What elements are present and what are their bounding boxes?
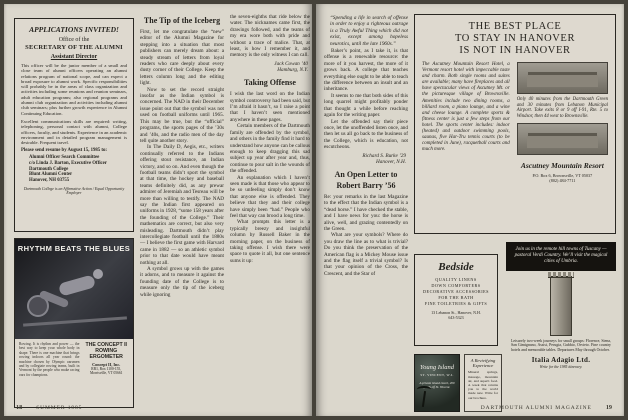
italia-adagio-logo: Italia Adagio Ltd.: [531, 356, 591, 364]
right-page-footer: [481, 404, 612, 411]
rowing-ad-product-block: [83, 342, 129, 377]
rowing-ad: [14, 238, 134, 408]
italia-ad-tagline: Write for the 1985 itinerary.: [539, 365, 583, 369]
bedside-phone: 643-5323: [448, 315, 464, 320]
italia-ad-headline: Join us in the remote hill towns of Tuscany — pastoral Verdi Country. We’ll visit the magical cities of Umbria.: [506, 242, 616, 271]
letter-paragraph: Re: your remarks in the last Magazine to the effect that the Indian symbol is a “dead horse.” I have checked the stable, and I have news for you: the horse is alive, well, and grazing contentedly on the Green.: [324, 193, 408, 232]
job-address-line: Blunt Alumni Center: [29, 172, 73, 178]
job-address-line: Hanover, NH 03755: [29, 177, 70, 183]
letter-paragraph: In The Daily D, Aegis, etc., writers continually referred to the Indians offering stout resistance, an Indian victory, and so on. And even though the football teams didn’t sport the symbol at that time, the hockey and baseball teams definitely did, as any prewar admirer of Jeremiah and Tesreau will be more than willing to testify. The NAD say the Indian first appeared on uniforms in 1928, “some 158 years after the founding of the College.” Their mathematics are correct, but also very misleading. Dartmouth didn’t play intercollegiate football until the 1880s — I believe the first game with Harvard came in 1882 — so an athletic symbol prior to that date would have meant nothing at all.: [140, 144, 224, 266]
palm-icon: [422, 391, 426, 407]
letter-signature: [230, 61, 308, 73]
letter-title-open-letter-line1: An Open Letter to: [334, 169, 398, 179]
magazine-label: DARTMOUTH ALUMNI MAGAZINE: [480, 405, 592, 411]
rowing-ad-text: [15, 339, 133, 380]
job-address-line: Dartmouth College: [29, 166, 69, 172]
job-ad-office-line2: SECRETARY OF THE ALUMNI: [25, 44, 123, 51]
tower-illustration: [550, 276, 572, 336]
young-island-tagline: A private island resort, 200 yards off St. Vincent.: [419, 381, 455, 389]
young-island-location: ST. VINCENT, W.I.: [420, 373, 454, 377]
rowing-ad-company: Concept II, Inc.: [92, 362, 121, 367]
job-ad-deadline: Please send resume by August 15, 1985 to:: [21, 148, 107, 154]
signature-name: Jack Cowan ’40: [274, 60, 308, 67]
letter-paragraph: Let the offended say their piece once, let the unoffended listen once, and then let us all go back to the business of the College, which is education, not escutcheons.: [324, 118, 408, 151]
bedside-linens-ad: [414, 254, 498, 346]
letter-paragraph: Certain members of the Dartmouth family are offended by the symbol, and others in the family find it hard to understand how anyone can be callous enough to keep dragging this sad subject up year after year and, thus, continue to pour salt in the wounds of the offended.: [230, 123, 310, 175]
bedside-line: FOR THE BATH: [438, 295, 474, 300]
letter-paragraph: It seems to me that both sides of this long quarrel might profitably ponder that thought a while before reaching again for the writing paper.: [324, 92, 408, 119]
rowing-ad-headline: RHYTHM BEATS THE BLUES: [17, 244, 131, 253]
issue-label: SUMMER 1985: [36, 405, 83, 411]
bedside-line: QUALITY LINENS: [435, 277, 477, 282]
letter-paragraph: Now to set the record straight insofar as the Indian symbol is concerned. The NAD in their December issue point out that the symbol was not used on football uniforms until 1965. This may be true, but the “official” programs, the sports pages of the ’30s and ’40s, and the radio men of the day tell quite another story.: [140, 86, 224, 144]
job-ad: [14, 18, 134, 232]
headline-line: TO STAY IN HANOVER: [454, 33, 576, 44]
bedside-line: FINE TOILETRIES & GIFTS: [424, 301, 488, 306]
tower-illustration-wrap: [506, 271, 616, 339]
letter-paragraph: What prompts this letter is a typically breezy and insightful column by Russell Baker in the morning paper, on the business of taking offense. I wish there were space to quote it all, but one sentence sums it up:: [230, 219, 310, 264]
ascutney-ad-right-column: [517, 62, 608, 183]
ascutney-logo: Ascutney Mountain Resort: [520, 160, 604, 170]
revivifying-ad-body: Mineral springs, massage, mountain air, and superb food. A week that returns you to the world made new. Write for our brochure.: [468, 370, 498, 400]
resort-photo-2: [517, 123, 608, 155]
rower-silhouette: [93, 269, 103, 279]
ascutney-ad-headline: [422, 21, 608, 57]
job-ad-position: Assistant Director: [50, 54, 98, 60]
italia-adagio-ad: [506, 242, 616, 412]
left-page: [4, 4, 312, 416]
job-address-line: Alumni Officer Search Committee: [29, 155, 100, 161]
letter-paragraph: An explanation which I haven’t seen made is that those who appear to be so unfeeling simply don’t know that anyone else is offended. They believe that they and their college have simply been “had.” People who feel that way can brood a long time.: [230, 174, 310, 219]
rower-silhouette: [58, 274, 96, 296]
right-page: [316, 4, 624, 416]
bedside-logo: Bedside: [438, 261, 474, 273]
signature-place: Hamburg, N.Y.: [277, 67, 308, 74]
ascutney-address: [517, 173, 608, 183]
young-island-ad: [414, 354, 460, 412]
bedside-line: DOWN COMFORTERS: [431, 283, 481, 288]
young-island-logo: Young Island: [420, 364, 454, 371]
rowing-ad-product: THE CONCEPT II ROWING ERGOMETER: [85, 342, 127, 360]
letters-column-2: [230, 14, 310, 410]
job-ad-eoe-note: Dartmouth College is an Affirmative Action / Equal Opportunity Employer: [23, 187, 125, 196]
letter-quote: “Spending a life in search of offense in order to enjoy a righteous outrage is a Truly Awful Thing which did not exist, except among hopeless neurotics, until the late 1960s.”: [330, 15, 408, 47]
ascutney-ad-copy: The Ascutney Mountain Resort Hotel, a Vermont resort hotel with impeccable taste and charm. Both single rooms and suites are available; many have fireplaces and all have spectacular views of Ascutney Mt. or the picturesque village of Brownsville. Amenities include two dining rooms, a billiard room, a piano lounge, and a wine and cheese lounge. A complete sports & fitness center is just a few steps from our hotel. The sports center includes: indoor (heated) and outdoor swimming pools, saunas, five Har-Tru tennis courts (to be completed in June), racquetball courts and much more.: [422, 62, 510, 153]
headline-line: IS NOT IN HANOVER: [459, 45, 571, 56]
letters-column-3: [324, 14, 408, 410]
job-ad-header: APPLICATIONS INVITED!: [29, 25, 119, 34]
italia-ad-body: Leisurely two-week journeys for small groups: Florence, Siena, San Gimignano, Assisi, Perugia, Gubbio, Orvieto. Fine country hotels and memorable tables. Departures May through October.: [511, 338, 611, 353]
bedside-address: 13 Lebanon St., Hanover, N.H.: [431, 310, 481, 315]
ascutney-ad-directions: Only 40 minutes from the Dartmouth Green and 30 minutes from Lebanon Municipal Airport. Take exits 8 or 9 off I-91, Rte. 5 to Windsor, then 44 west to Brownsville.: [516, 97, 608, 120]
letter-title-taking-offense: Taking Offense: [244, 78, 296, 88]
job-ad-body-2: Excellent communications skills are required: writing, telephoning, personal contact with alumni, College officers, faculty, and students. Experience in an academic environment and in detailed program management is desirable. Frequent travel.: [21, 118, 127, 146]
ascutney-resort-ad: [414, 14, 616, 234]
ascutney-phone: (802) 484-7711: [549, 178, 576, 184]
page-number: 19: [605, 404, 612, 411]
ascutney-address-line: P.O. Box 6, Brownsville, VT 05037: [532, 172, 593, 178]
signature-place: Hanover, N.H.: [376, 158, 406, 165]
letter-paragraph: First, let me congratulate the “new” editor of the Alumni Magazine for stepping into a situation that most publishers can merely dream about: a steady stream of letters from loyal readers who care deeply about every dusty corner of their College. Keep the letters column long and the editing light.: [140, 29, 224, 87]
erg-rail-icon: [23, 316, 127, 326]
job-ad-address: [21, 155, 127, 183]
rower-photo: [15, 239, 133, 339]
ascutney-ad-body: [422, 62, 608, 183]
letter-paragraph: Baker’s point, as I take it, is that offense is a renewable resource: the more of it you harvest, the more of it grows back. A college that teaches everything else ought to be able to teach the difference between an insult and an inheritance.: [324, 48, 408, 93]
job-ad-body-1: This officer will be the junior member of a small and close team of alumni officers operating an alumni relations program of national scope, and can expect a broad exposure to alumni work. Specific responsibilities will probably be in the areas of class organization and activities including some reunions and reunion seminars, adult education programs; also regional programs and alumni club organization and activities including alumni club seminars; plus further growth experience in Alumni Continuing Education.: [21, 63, 127, 116]
rowing-ad-address: RR1, Box 1100-155, Morrisville, VT 05661: [89, 367, 123, 376]
letter-paragraph: I wish the last word on the Indian symbol controversy had been said, but I’m afraid it hasn’t, so I raise a point that I haven’t seen mentioned anywhere in these pages.: [230, 91, 310, 123]
headline-line: THE BEST PLACE: [468, 21, 562, 32]
job-ad-office-line1: Office of the: [58, 37, 90, 43]
letters-column-1: [140, 14, 224, 410]
bedside-line: DECORATIVE ACCESSORIES: [422, 289, 490, 294]
job-address-line: c/o Linda J. Barton, Executive Officer: [29, 161, 107, 167]
letter-signature: [324, 153, 406, 165]
left-page-footer: [16, 404, 82, 411]
letter-title-tip-of-iceberg: The Tip of the Iceberg: [143, 16, 221, 25]
letter-paragraph: A symbol grows up with the games it adorns, and to measure it against the founding date of the College is to measure only the tip of the iceberg while ignoring: [140, 266, 224, 298]
revivifying-ad-title: A Revivifying Experience: [470, 358, 496, 369]
resort-photo-1: [517, 62, 608, 94]
rowing-ad-caption: Rowing. It is rhythm and power — the best way to keep your whole body in shape. There is one machine that brings rowing indoors all year round: the machine chosen by Olympic oarsmen and by collegiate rowing teams, built in Vermont by the people who make racing oars for champions.: [19, 342, 80, 377]
letter-paragraph: What are your symbols? Where do you draw the line as to what is trivial? Do you think the preservation of the American flag is a Mickey Mouse issue and the flag itself a trivial symbol? Is that your opinion of the Cross, the Crescent, and the Star of: [324, 232, 408, 277]
letter-title-open-letter-line2: Robert Barry ’56: [336, 180, 396, 190]
page-number: 18: [16, 404, 23, 411]
letter-paragraph: the seven-eighths that ride below the water. The nicknames came first, the drawings followed, and the teams of my era wore both with pride and without a trace of malice. That, at least, is how I remember it, and memory is the only witness I can call.: [230, 14, 310, 59]
signature-name: Richard S. Burke ’29: [362, 152, 406, 159]
